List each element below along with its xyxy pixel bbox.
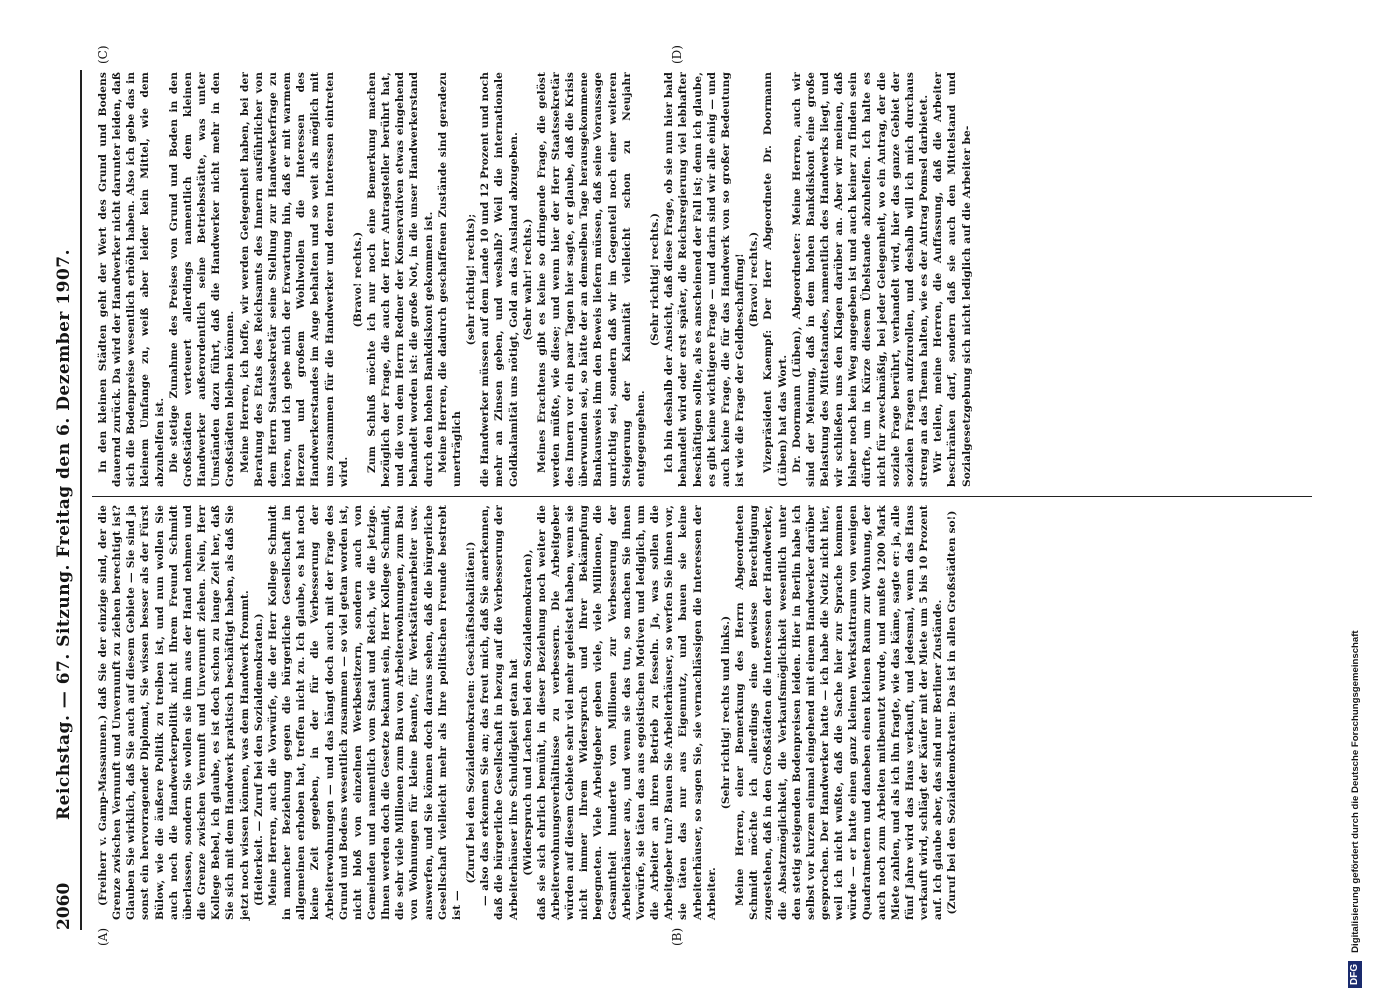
- margin-mark-a: (A): [96, 927, 110, 946]
- paragraph: die Handwerker müssen auf dem Lande 10 und 12 Prozent und noch mehr an Zinsen geben, und weshalb? Weil die internationale Goldkalamität uns nötigt, Gold an das Ausland abzugeben.: [479, 72, 520, 487]
- paragraph: — also das erkennen Sie an; das freut mich, daß Sie anerkennen, daß die bürgerliche Gesellschaft in bezug auf die Verbesserung der Arbeiterhäuser ihre Schuldigkeit getan hat: [479, 505, 520, 920]
- margin-mark-b: (B): [670, 927, 684, 946]
- margin-mark-d: (D): [670, 45, 684, 64]
- paragraph: Meine Herren, ich hoffe, wir werden Gelegenheit haben, bei der Beratung des Etats des Reichsamts des Innern ausführlicher von dem Herrn Staatssekretär seine Stellung zur Handwerkerfrage zu hören, und ich gebe mich der Erwartung hin, daß er mit warmem Herzen und großem Wohlwollen die Interessen des Handwerkerstandes im Auge behalten und so weit als möglich mit uns zusammen für die Handwerker und deren Interessen eintreten wird.: [238, 72, 350, 487]
- paragraph: In den kleinen Städten geht der Wert des Grund und Bodens dauernd zurück. Da wird der Handwerker nicht darunter leiden, daß sich die Bodenpreise wesentlich erhöht haben. Also ich gebe das in kleinem Umfange zu, weiß aber leider kein Mittel, wie dem abzuhelfen ist.: [97, 72, 166, 487]
- interjection: (Sehr richtig! rechts.): [649, 212, 662, 347]
- interjection: (Widerspruch und Lachen bei den Sozialdemokraten),: [521, 549, 534, 876]
- paragraph: Wir teilen, meine Herren, die Auffassung, daß die Arbeiter beschränken darf, sondern daß sie auch den Mittelstand und Sozialgesetzgebung sich nicht lediglich auf die Arbeiter be-: [932, 72, 973, 487]
- paragraph: Vizepräsident Kaempf: Der Herr Abgeordnete Dr. Doormann (Lüben) hat das Wort.: [762, 72, 789, 487]
- interjection: (sehr richtig! rechts);: [465, 213, 478, 346]
- paragraph: Meine Herren, einer Bemerkung des Herrn Abgeordneten Schmidt möchte ich allerdings eine gewisse Berechtigung zugestehen, daß in den Großstädten die Interessen der Handwerker, die Absatzmöglichkeit, die Verkaufsmöglichkeit wesentlich unter den stetig steigenden Bodenpreisen leiden. Hier in Berlin habe ich selbst vor kurzem einmal eingehend mit einem Handwerker darüber gesprochen. Der Handwerker hatte — ich habe die Notiz nicht hier, weil ich nicht wußte, daß die Sache hier zur Sprache kommen würde — er hatte einen ganz kleinen Werkstattraum von wenigen Quadratmetern und daneben einen kleinen Raum zur Wohnung, der auch noch zum Arbeiten mitbenutzt wurde, und mußte 1200 Mark Miete zahlen, und als ich ihn fragte, wie das käme, sagte er: ja, alle fünf Jahre wird das Haus verkauft, und jedesmal, wenn das Haus verkauft wird, schlägt der Käufer mit der Miete um 5 bis 10 Prozent auf. Ich glaube aber, das sind nur Berliner Zustände.: [734, 505, 945, 920]
- paragraph: Meine Herren, die dadurch geschaffenen Zustände sind geradezu unerträglich: [436, 72, 463, 487]
- paragraph: Zum Schluß möchte ich nur noch eine Bemerkung machen bezüglich der Frage, die auch der Herr Antragsteller berührt hat, und die von dem Herrn Redner der Konservativen etwas eingehend behandelt worden ist: die große Not, in die unser Handwerkerstand durch den hohen Bankdiskont gekommen ist.: [365, 72, 435, 487]
- dfg-stamp: [1340, 8, 1372, 998]
- interjection: (Zuruf bei den Sozialdemokraten: Geschäftslokalitäten!): [465, 541, 478, 884]
- interjection: (Sehr wahr! rechts.): [521, 218, 534, 341]
- paragraph: Ich bin deshalb der Ansicht, daß diese Frage, ob sie nun hier bald behandelt wird oder erst später, die Reichsregierung viel lebhafter beschäftigen sollte, als es anscheinend der Fall ist; denn ich glaube, es gibt keine wichtigere Frage — und darin sind wir alle einig — und auch keine Frage, die für das Handwerk von so großer Bedeutung ist wie die Frage der Geldbeschaffung!: [663, 72, 747, 487]
- column-divider: [92, 496, 1312, 497]
- paragraph: (Freiherr v. Gamp-Massaunen.) daß Sie der einzige sind, der die Grenze zwischen Vernunft und Unvernunft zu ziehen berechtigt ist? Glauben Sie wirklich, daß Sie auch auf diesem Gebiete — Sie sind ja sonst ein hervorragender Diplomat, Sie wissen besser als der Fürst Bülow, wie die äußere Politik zu treiben ist, und nun wollen Sie auch noch die Handwerkerpolitik nicht Ihrem Freund Schmidt überlassen, sondern Sie wollen sie ihm aus der Hand nehmen und die Grenze zwischen Vernunft und Unvernunft ziehen. Nein, Herr Kollege Bebel, ich glaube, es ist doch schon zu lange Zeit her, daß Sie sich mit dem Handwerk praktisch beschäftigt haben, als daß Sie jetzt noch wissen können, was dem Handwerk frommt.: [97, 505, 251, 920]
- paragraph: Dr. Doormann (Lüben), Abgeordneter: Meine Herren, auch wir sind der Meinung, daß in dem hohen Bankdiskont eine große Belastung des Mittelstandes, namentlich des Handwerks liegt, und wir schließen uns den Klagen darüber an. Aber wir meinen, daß bisher noch kein Weg angegeben ist und auch keiner zu finden sein dürfte, um in Kürze diesem Übelstande abzuhelfen. Ich halte es nicht für zweckmäßig, bei jeder Gelegenheit, wo ein Antrag, der die soziale Frage berührt, verhandelt wird, hier das ganze Gebiet der sozialen Fragen aufzurollen, und deshalb will ich mich durchaus streng an das Thema halten, wie es der Antrag Pomsel darbietet.: [790, 72, 931, 487]
- interjection: (Bravo! rechts.): [748, 231, 761, 328]
- margin-mark-c: (C): [96, 45, 110, 64]
- paragraph: Meine Herren, auch die Vorwürfe, die der Herr Kollege Schmidt in mancher Beziehung gegen die bürgerliche Gesellschaft im allgemeinen erhoben hat, treffen nicht zu. Ich glaube, es hat noch keine Zeit gegeben, in der für die Verbesserung der Arbeiterwohnungen — und das hängt doch auch mit der Frage des Grund und Bodens wesentlich zusammen — so viel getan worden ist, nicht bloß von einzelnen Werkbesitzern, sondern auch von Gemeinden und namentlich vom Staat und Reich, wie die jetzige. Ihnen werden doch die Gesetze bekannt sein, Herr Kollege Schmidt, die sehr viele Millionen zum Bau von Arbeiterwohnungen, zum Bau von Wohnungen für kleine Beamte, für Werkstättenarbeiter usw. auswerfen, und Sie können doch daraus sehen, daß die bürgerliche Gesellschaft vielleicht mehr als Ihre politischen Freunde bestrebt ist —: [266, 505, 463, 920]
- running-title: Reichstag. — 67. Sitzung. Freitag den 6. Dezember 1907.: [54, 248, 74, 820]
- dfg-logo: DFG: [1348, 961, 1362, 988]
- paragraph: Meines Erachtens gibt es keine so dringende Frage, die gelöst werden müßte, wie diese; und wenn hier der Herr Staatssekretär des Innern vor ein paar Tagen hier sagte, er glaube, daß die Krisis überwunden sei, so hätte der an demselben Tage herausgekommene Bankausweis ihm den Beweis liefern müssen, daß seine Voraussage unrichtig sei, sondern daß wir im Gegenteil noch einer weiteren Steigerung der Kalamität vielleicht schon zu Neujahr entgegengehen.: [535, 72, 647, 487]
- paragraph: (Heiterkeit. — Zuruf bei den Sozialdemokraten.): [252, 613, 265, 906]
- interjection: (Sehr richtig! rechts und links.): [719, 615, 732, 810]
- funding-text: Digitalisierung gefördert durch die Deutsche Forschungsgemeinschaft: [1350, 630, 1361, 953]
- interjection: (Bravo! rechts.): [351, 231, 364, 328]
- interjection: (Zuruf bei den Sozialdemokraten: Das ist in allen Großstädten so!): [946, 510, 959, 915]
- paragraph: Die stetige Zunahme des Preises von Grund und Boden in den Großstädten verteuert allerdings namentlich dem kleinen Handwerker außerordentlich seine Betriebsstätte, was unter Umständen dazu führt, daß die Handwerker nicht mehr in den Großstädten bleiben können.: [167, 72, 237, 487]
- paragraph: daß sie sich ehrlich bemüht, in dieser Beziehung noch weiter die Arbeiterwohnungsverhältnisse zu verbessern. Die Arbeitgeber würden auf diesem Gebiete sehr viel mehr geleistet haben, wenn sie nicht immer Ihrem Widerspruch und Ihrer Bekämpfung begegneten. Viele Arbeitgeber geben viele, viele Millionen, die Gesamtheit hunderte von Millionen zur Verbesserung der Arbeiterhäuser aus, und wenn sie das tun, so machen Sie ihnen Vorwürfe, sie täten das aus egoistischen Motiven und lediglich, um die Arbeiter an ihren Betrieb zu fesseln. Ja, was sollen die Arbeitgeber tun? Bauen Sie Arbeiterhäuser, so werfen Sie ihnen vor, sie täten das nur aus Eigennutz, und bauen sie keine Arbeiterhäuser, so sagen Sie, sie vernachlässigen die Interessen der Arbeiter.: [535, 505, 718, 920]
- right-column: [96, 72, 974, 487]
- page-number: 2060: [54, 882, 74, 930]
- left-column: [96, 505, 960, 920]
- funding-note: [1340, 8, 1372, 998]
- header-rule: [80, 70, 82, 930]
- page-header: [52, 70, 80, 930]
